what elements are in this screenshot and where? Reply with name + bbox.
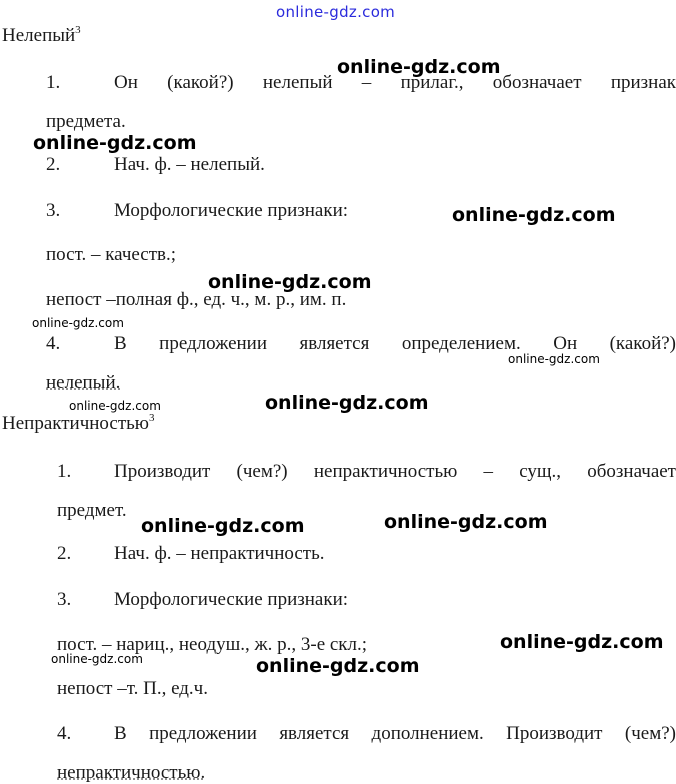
watermark: online-gdz.com	[265, 392, 429, 414]
item-number: 1.	[57, 461, 72, 482]
watermark: online-gdz.com	[141, 515, 305, 537]
watermark-small: online-gdz.com	[32, 316, 124, 330]
watermark: online-gdz.com	[33, 132, 197, 154]
item-subline: непост –т. П., ед.ч.	[57, 678, 208, 699]
item-number: 4.	[46, 333, 61, 354]
section1-sup: 3	[75, 24, 81, 36]
item-number: 2.	[46, 154, 61, 175]
item-number: 3.	[57, 589, 72, 610]
item-text: Морфологические признаки:	[114, 589, 349, 610]
item-subline: непост –полная ф., ед. ч., м. р., им. п.	[46, 289, 347, 310]
item-number: 3.	[46, 200, 61, 221]
item-text: Морфологические признаки:	[114, 200, 349, 221]
item-text-continued: нелепый.	[46, 372, 121, 393]
watermark-small: online-gdz.com	[69, 399, 161, 413]
section2-heading	[2, 413, 155, 435]
item-text: Нач. ф. – нелепый.	[114, 154, 265, 175]
item-text-continued: предмета.	[46, 111, 126, 132]
item-text: Он (какой?) нелепый – прилаг., обозначает признак	[114, 72, 676, 93]
item-text: В предложении является определением. Он (какой?)	[114, 333, 676, 354]
watermark: online-gdz.com	[452, 204, 616, 226]
watermark-top: online-gdz.com	[276, 3, 396, 21]
watermark: online-gdz.com	[384, 511, 548, 533]
section2-word: Непрактичностью	[2, 413, 149, 434]
item-text: Производит (чем?) непрактичностью – сущ., обозначает	[114, 461, 676, 482]
item-text: Нач. ф. – непрактичность.	[114, 543, 325, 564]
section1-heading	[2, 25, 81, 47]
item-text-continued: предмет.	[57, 500, 127, 521]
item-text: В предложении является дополнением. Производит (чем?)	[114, 723, 676, 744]
watermark: online-gdz.com	[500, 631, 664, 653]
watermark-small: online-gdz.com	[51, 652, 143, 666]
watermark: online-gdz.com	[337, 56, 501, 78]
watermark-small: online-gdz.com	[508, 352, 600, 366]
section2-sup: 3	[149, 412, 155, 424]
item-subline: пост. – качеств.;	[46, 244, 177, 265]
item-number: 4.	[57, 723, 72, 744]
section1-word: Нелепый	[2, 25, 76, 46]
watermark: online-gdz.com	[208, 271, 372, 293]
watermark: online-gdz.com	[256, 655, 420, 677]
item-number: 1.	[46, 72, 61, 93]
item-number: 2.	[57, 543, 72, 564]
item-subline: пост. – нариц., неодуш., ж. р., 3-е скл.;	[57, 634, 368, 655]
item-text-continued: непрактичностью.	[57, 762, 206, 783]
